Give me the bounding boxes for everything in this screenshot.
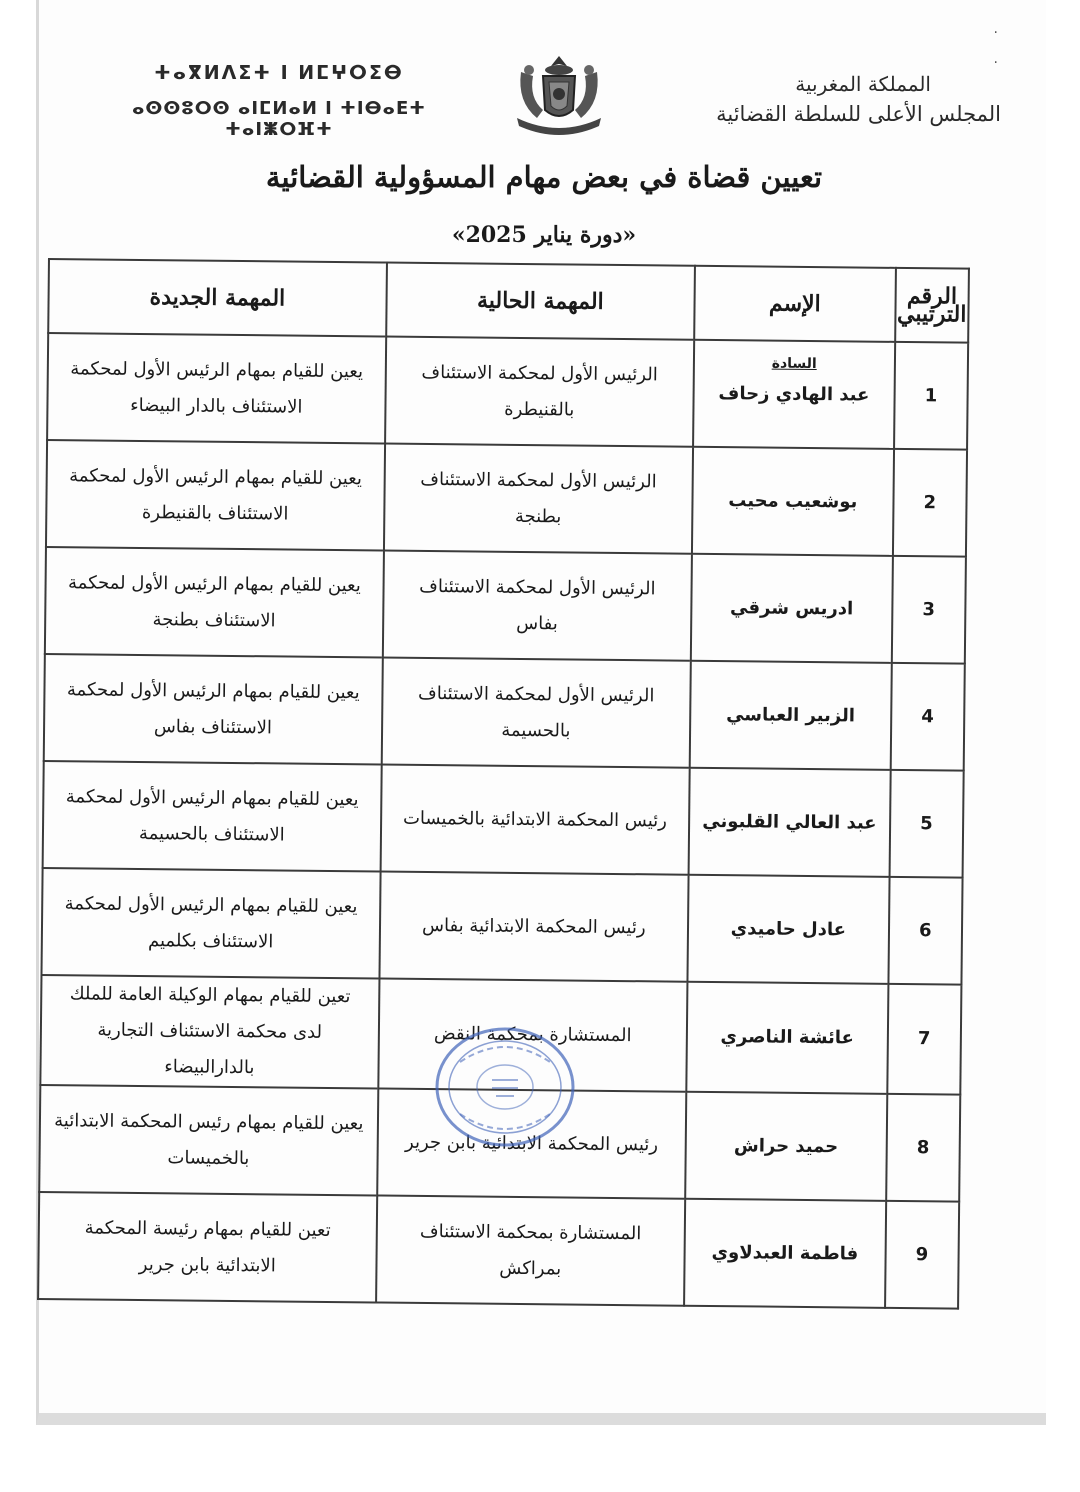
- row-current-role: الرئيس الأول لمحكمة الاستئناف بفاس: [383, 551, 692, 661]
- arabic-header: [661, 72, 1001, 126]
- header-name: الإسم: [694, 266, 895, 342]
- row-number: 6: [888, 877, 962, 985]
- table-row: [44, 654, 965, 771]
- row-name: عائشة الناصري: [686, 982, 888, 1094]
- tifinagh-header: [109, 62, 449, 140]
- row-new-role: تعين للقيام بمهام الوكيلة العامة للملك لدى محكمة الاستئناف التجارية بالدارالبيضاء: [40, 975, 379, 1089]
- row-new-role: يعين للقيام بمهام الرئيس الأول لمحكمة الاستئناف بكلميم: [41, 868, 380, 979]
- row-current-role: المستشارة بمحكمة الاستئناف بمراكش: [376, 1195, 685, 1305]
- row-new-role: تعين للقيام بمهام رئيسة المحكمة الابتدائية بابن جرير: [38, 1192, 377, 1303]
- row-number: 4: [890, 663, 964, 771]
- council-name: المجلس الأعلى للسلطة القضائية: [716, 102, 1001, 126]
- row-current-role: رئيس المحكمة الابتدائية بابن جرير: [377, 1089, 686, 1199]
- header-new-role: المهمة الجديدة: [48, 259, 386, 337]
- table-row: [40, 975, 961, 1095]
- table-row: [41, 868, 962, 985]
- table-row: [47, 333, 968, 450]
- honorific-label: السادة: [771, 355, 817, 373]
- row-current-role: الرئيس الأول لمحكمة الاستئناف بالحسيمة: [381, 658, 690, 768]
- row-number: 2: [893, 449, 967, 557]
- table-row: [38, 1192, 959, 1309]
- tifinagh-council: ⴰⵙⵙⵓⵔⵙ ⴰⵏⵎⵍⴰⵍ ⵏ ⵜⵏⴱⴰⴹⵜ ⵜⴰⵏⵥⵔⴼⵜ: [131, 98, 427, 140]
- row-current-role: رئيس المحكمة الابتدائية بفاس: [379, 872, 688, 982]
- table-row: [46, 440, 967, 557]
- row-name: حميد حراش: [685, 1092, 887, 1201]
- row-number: 7: [887, 984, 961, 1095]
- row-name: بوشعيب محيب: [692, 447, 894, 556]
- row-name: عبد العالي القلبوني: [689, 768, 891, 877]
- row-name-cell: [693, 340, 895, 449]
- row-number: 1: [894, 342, 968, 450]
- coat-of-arms-icon: [509, 52, 609, 142]
- row-name: الزبير العباسي: [690, 661, 892, 770]
- row-name: فاطمة العبدلاوي: [684, 1199, 886, 1308]
- row-new-role: يعين للقيام بمهام الرئيس الأول لمحكمة الاستئناف بالدار البيضاء: [47, 333, 386, 444]
- session-label: «دورة يناير 2025»: [451, 222, 637, 248]
- appointments-table: [37, 258, 970, 1310]
- row-current-role: الرئيس الأول لمحكمة الاستئناف بطنجة: [384, 444, 693, 554]
- table-header-row: [48, 259, 969, 343]
- scan-marks: · ·: [993, 25, 998, 71]
- row-current-role: رئيس المحكمة الابتدائية بالخميسات: [380, 765, 689, 875]
- row-number: 3: [891, 556, 965, 664]
- row-current-role: المستشارة بمحكمة النقض: [378, 979, 687, 1092]
- row-new-role: يعين للقيام بمهام الرئيس الأول لمحكمة الاستئناف بفاس: [44, 654, 383, 765]
- row-number: 5: [889, 770, 963, 878]
- table-row: [45, 547, 966, 664]
- row-current-role: الرئيس الأول لمحكمة الاستئناف بالقنيطرة: [385, 337, 694, 447]
- row-number: 8: [886, 1094, 960, 1202]
- row-new-role: يعين للقيام بمهام الرئيس الأول لمحكمة الاستئناف بالحسيمة: [43, 761, 382, 872]
- header-number: الرقم الترتيبي: [895, 268, 969, 343]
- row-new-role: يعين للقيام بمهام رئيس المحكمة الابتدائية بالخميسات: [39, 1085, 378, 1196]
- row-number: 9: [885, 1201, 959, 1309]
- table-row: [39, 1085, 960, 1202]
- row-name: عادل حاميدي: [687, 875, 889, 984]
- tifinagh-kingdom: ⵜⴰⴳⵍⴷⵉⵜ ⵏ ⵍⵎⵖⵔⵉⴱ: [154, 62, 404, 84]
- row-new-role: يعين للقيام بمهام الرئيس الأول لمحكمة الاستئناف بالقنيطرة: [46, 440, 385, 551]
- kingdom-name: المملكة المغربية: [795, 72, 931, 96]
- row-name: ادريس شرقي: [691, 554, 893, 663]
- row-name: عبد الهادي زحاف: [718, 382, 870, 406]
- header-current-role: المهمة الحالية: [386, 263, 695, 340]
- table-row: [43, 761, 964, 878]
- row-new-role: يعين للقيام بمهام الرئيس الأول لمحكمة الاستئناف بطنجة: [45, 547, 384, 658]
- document-title: تعيين قضاة في بعض مهام المسؤولية القضائية: [265, 160, 823, 194]
